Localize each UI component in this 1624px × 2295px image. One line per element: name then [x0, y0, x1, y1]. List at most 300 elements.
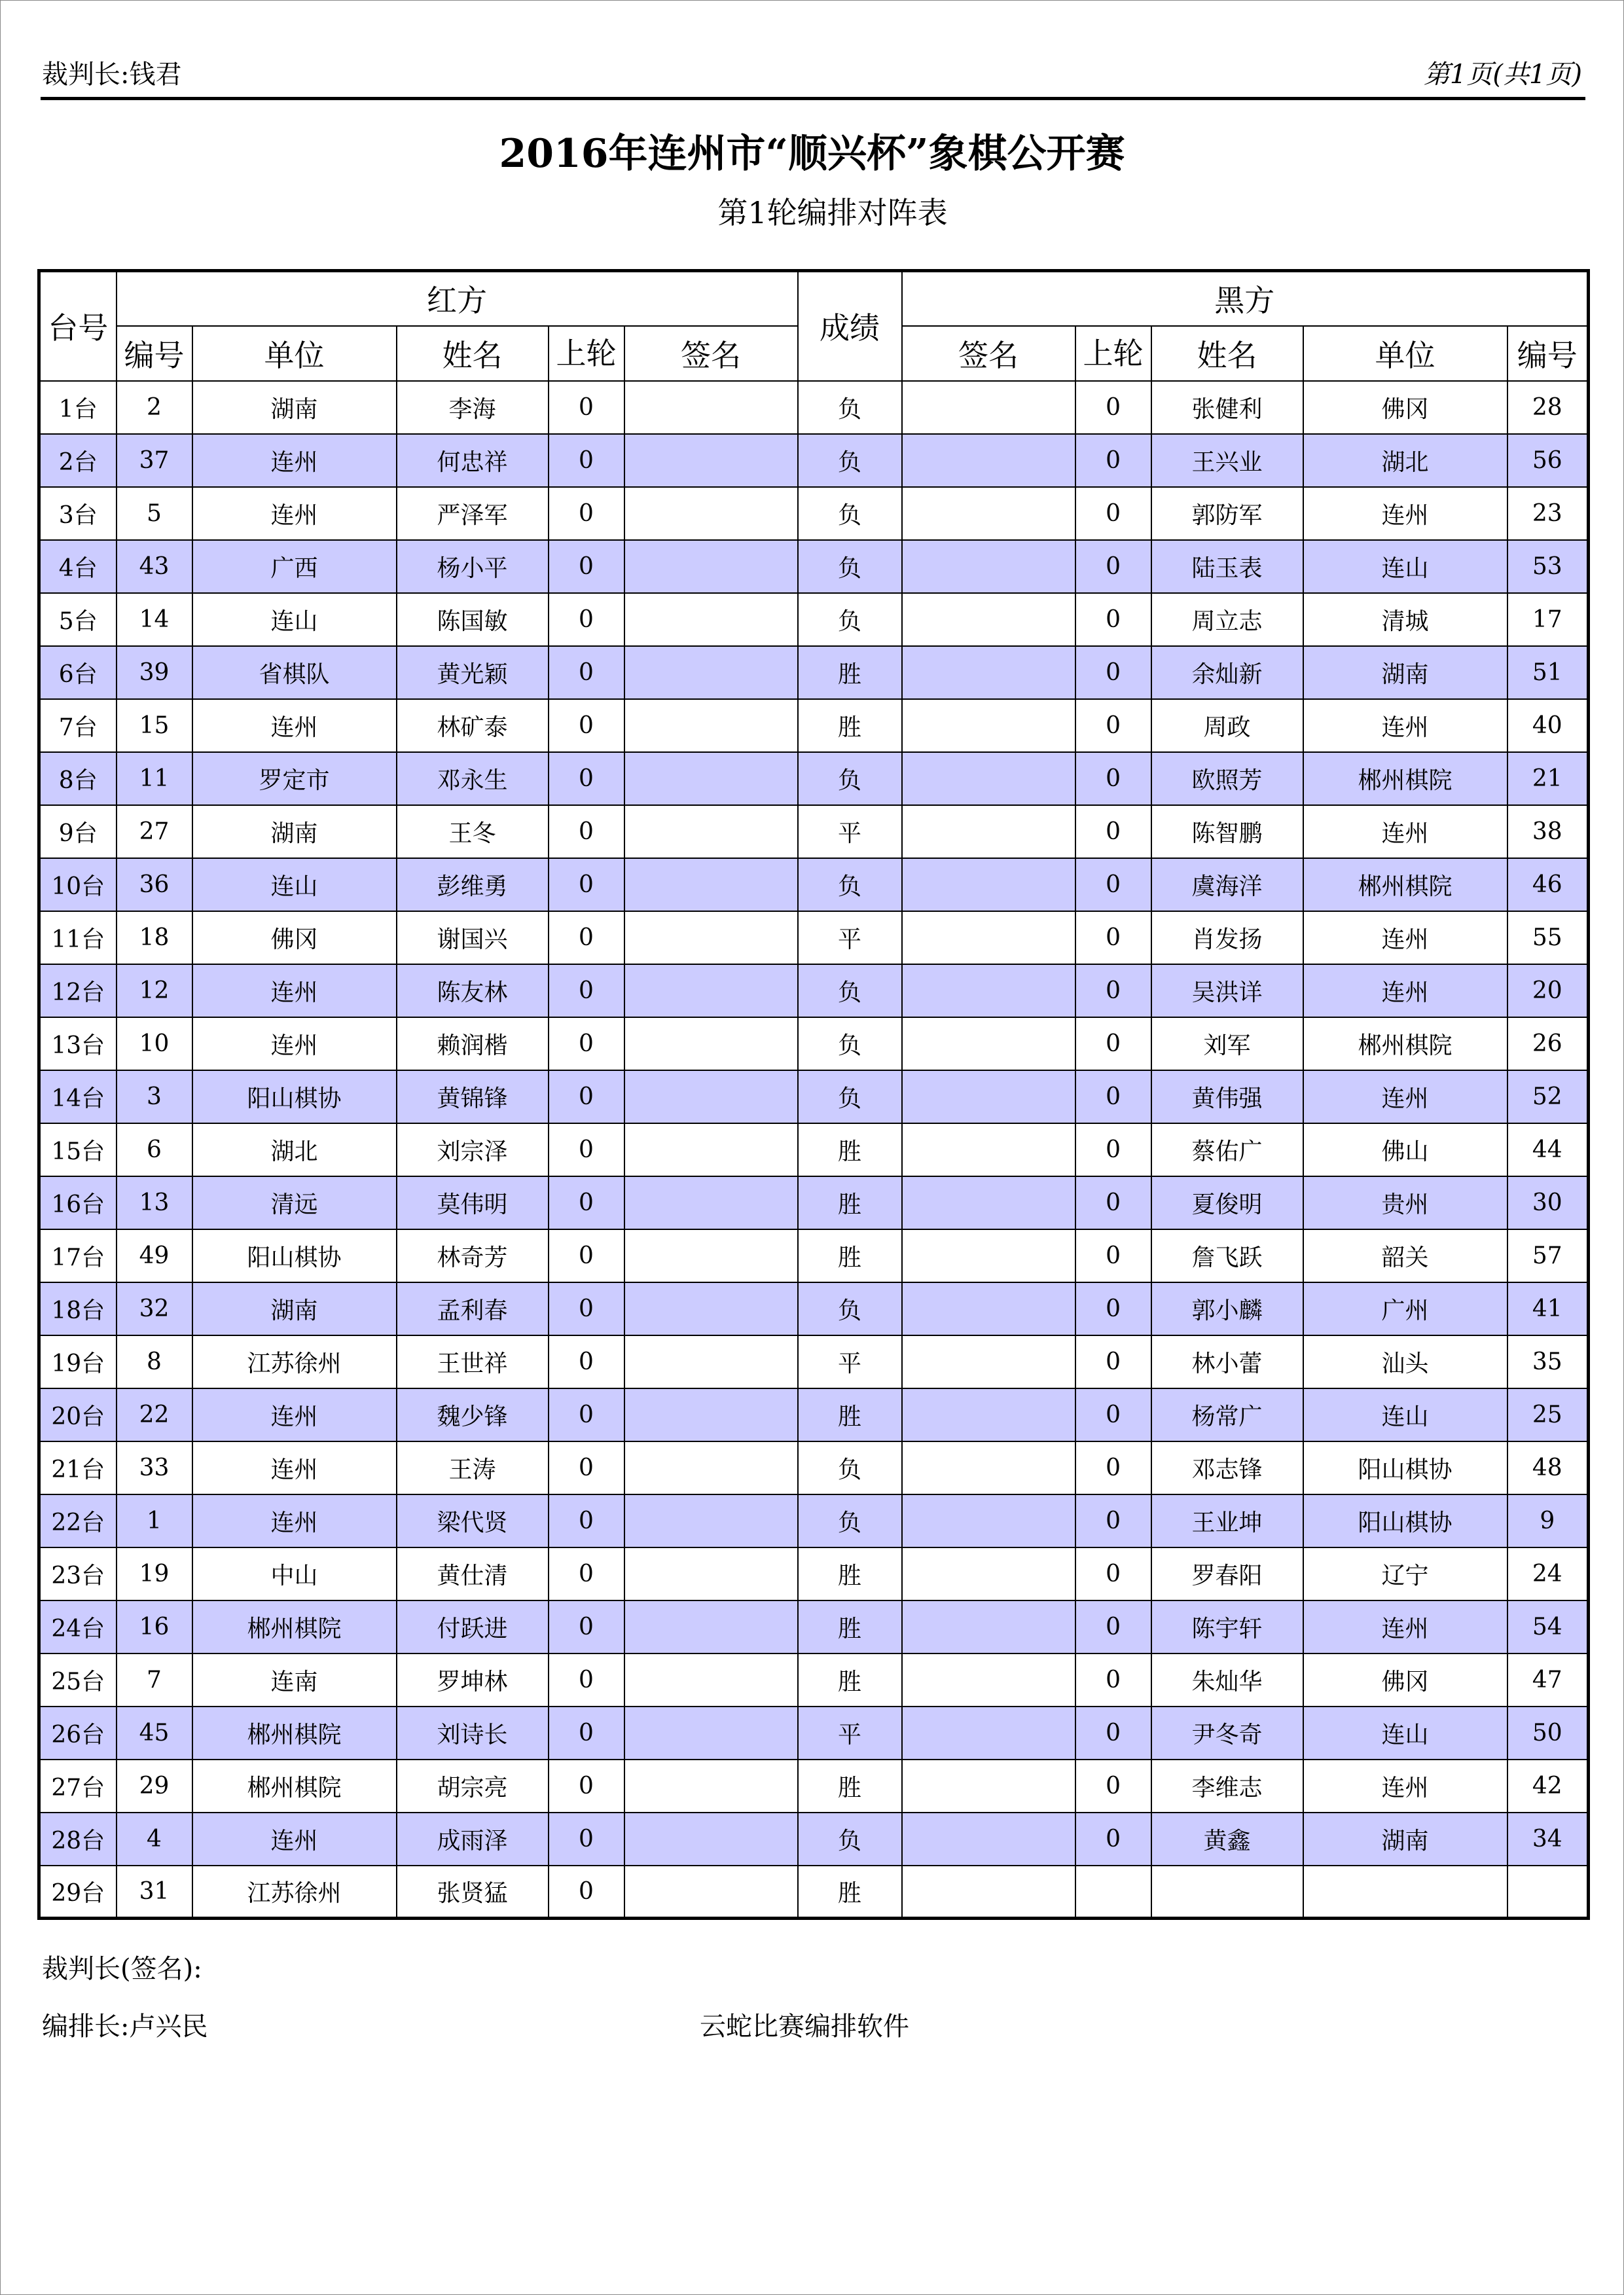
black-name-cell: 黄鑫: [1151, 1813, 1303, 1866]
black-name-cell: 郭防军: [1151, 487, 1303, 540]
black-name-cell: 林小蕾: [1151, 1335, 1303, 1388]
board-cell: 4台: [39, 540, 117, 593]
board-cell: 21台: [39, 1441, 117, 1494]
red-name-cell: 刘宗泽: [397, 1123, 549, 1176]
red-unit-cell: 连山: [192, 593, 397, 646]
black-last-round-cell: 0: [1075, 381, 1151, 434]
red-number-cell: 19: [117, 1547, 192, 1600]
black-unit-cell: 郴州棋院: [1303, 752, 1507, 805]
black-unit-cell: 阳山棋协: [1303, 1494, 1507, 1547]
result-cell: 胜: [798, 1123, 902, 1176]
red-unit-cell: 郴州棋院: [192, 1760, 397, 1813]
red-number-cell: 5: [117, 487, 192, 540]
black-unit-header: 单位: [1303, 326, 1507, 381]
red-signature-cell: [624, 1335, 798, 1388]
red-number-cell: 49: [117, 1229, 192, 1282]
black-last-round-cell: 0: [1075, 1441, 1151, 1494]
result-cell: 胜: [798, 1600, 902, 1653]
red-signature-cell: [624, 1229, 798, 1282]
black-unit-cell: 连州: [1303, 487, 1507, 540]
black-number-cell: 28: [1507, 381, 1589, 434]
black-name-cell: 周政: [1151, 699, 1303, 752]
black-name-cell: [1151, 1866, 1303, 1919]
result-header: 成绩: [798, 271, 902, 381]
red-name-cell: 付跃进: [397, 1600, 549, 1653]
red-number-cell: 2: [117, 381, 192, 434]
board-cell: 29台: [39, 1866, 117, 1919]
black-last-round-cell: [1075, 1866, 1151, 1919]
red-name-cell: 罗坤林: [397, 1653, 549, 1707]
red-last-round-cell: 0: [549, 540, 624, 593]
result-cell: 负: [798, 964, 902, 1017]
black-last-round-cell: 0: [1075, 1707, 1151, 1760]
black-last-round-cell: 0: [1075, 805, 1151, 858]
black-signature-cell: [902, 1441, 1075, 1494]
black-signature-cell: [902, 911, 1075, 964]
red-name-cell: 邓永生: [397, 752, 549, 805]
black-name-cell: 欧照芳: [1151, 752, 1303, 805]
red-number-cell: 15: [117, 699, 192, 752]
red-unit-cell: 中山: [192, 1547, 397, 1600]
black-signature-cell: [902, 1123, 1075, 1176]
table-row: [39, 1335, 1589, 1388]
result-cell: 负: [798, 1282, 902, 1335]
black-unit-cell: 连山: [1303, 1707, 1507, 1760]
result-cell: 负: [798, 1494, 902, 1547]
chief-signature-line: 裁判长(签名):: [42, 1954, 202, 1984]
black-name-cell: 杨常广: [1151, 1388, 1303, 1441]
red-last-round-cell: 0: [549, 1547, 624, 1600]
red-unit-cell: 连州: [192, 434, 397, 487]
black-unit-cell: 韶关: [1303, 1229, 1507, 1282]
black-number-cell: 53: [1507, 540, 1589, 593]
black-name-cell: 李维志: [1151, 1760, 1303, 1813]
black-unit-cell: 湖北: [1303, 434, 1507, 487]
red-name-cell: 胡宗亮: [397, 1760, 549, 1813]
result-cell: 平: [798, 1335, 902, 1388]
red-number-cell: 14: [117, 593, 192, 646]
black-name-cell: 刘军: [1151, 1017, 1303, 1070]
red-number-cell: 11: [117, 752, 192, 805]
result-cell: 负: [798, 1441, 902, 1494]
red-last-round-cell: 0: [549, 1017, 624, 1070]
board-cell: 1台: [39, 381, 117, 434]
result-cell: 胜: [798, 699, 902, 752]
red-last-round-cell: 0: [549, 646, 624, 699]
board-cell: 2台: [39, 434, 117, 487]
red-unit-cell: 郴州棋院: [192, 1707, 397, 1760]
red-unit-cell: 罗定市: [192, 752, 397, 805]
red-last-round-cell: 0: [549, 381, 624, 434]
red-unit-cell: 江苏徐州: [192, 1335, 397, 1388]
black-number-cell: 42: [1507, 1760, 1589, 1813]
pairing-table: [37, 269, 1590, 1920]
black-signature-cell: [902, 805, 1075, 858]
board-cell: 19台: [39, 1335, 117, 1388]
result-cell: 负: [798, 487, 902, 540]
table-row: [39, 1176, 1589, 1229]
black-signature-cell: [902, 1813, 1075, 1866]
black-signature-cell: [902, 1866, 1075, 1919]
red-unit-cell: 连山: [192, 858, 397, 911]
black-name-cell: 王兴业: [1151, 434, 1303, 487]
board-cell: 9台: [39, 805, 117, 858]
black-name-cell: 詹飞跃: [1151, 1229, 1303, 1282]
red-last-round-cell: 0: [549, 1653, 624, 1707]
red-name-cell: 赖润楷: [397, 1017, 549, 1070]
black-unit-cell: 连州: [1303, 1070, 1507, 1123]
black-unit-cell: 辽宁: [1303, 1547, 1507, 1600]
red-unit-cell: 湖北: [192, 1123, 397, 1176]
red-unit-cell: 连州: [192, 1441, 397, 1494]
black-last-round-cell: 0: [1075, 1388, 1151, 1441]
black-unit-cell: 连州: [1303, 699, 1507, 752]
red-unit-cell: 郴州棋院: [192, 1600, 397, 1653]
black-signature-header: 签名: [902, 326, 1075, 381]
red-signature-cell: [624, 1494, 798, 1547]
red-signature-cell: [624, 699, 798, 752]
black-name-cell: 吴洪详: [1151, 964, 1303, 1017]
black-last-round-cell: 0: [1075, 646, 1151, 699]
black-last-round-cell: 0: [1075, 1017, 1151, 1070]
board-cell: 15台: [39, 1123, 117, 1176]
result-cell: 负: [798, 1017, 902, 1070]
black-number-cell: 40: [1507, 699, 1589, 752]
table-row: [39, 1600, 1589, 1653]
board-cell: 3台: [39, 487, 117, 540]
table-row: [39, 1866, 1589, 1919]
result-cell: 负: [798, 593, 902, 646]
red-signature-cell: [624, 1123, 798, 1176]
black-last-round-cell: 0: [1075, 1760, 1151, 1813]
black-last-round-cell: 0: [1075, 593, 1151, 646]
red-signature-cell: [624, 1017, 798, 1070]
board-cell: 16台: [39, 1176, 117, 1229]
red-name-cell: 林奇芳: [397, 1229, 549, 1282]
board-cell: 7台: [39, 699, 117, 752]
red-number-cell: 12: [117, 964, 192, 1017]
red-name-cell: 孟利春: [397, 1282, 549, 1335]
red-number-cell: 31: [117, 1866, 192, 1919]
board-cell: 18台: [39, 1282, 117, 1335]
result-cell: 负: [798, 1813, 902, 1866]
table-row: [39, 1070, 1589, 1123]
black-unit-cell: 连州: [1303, 911, 1507, 964]
black-unit-cell: [1303, 1866, 1507, 1919]
black-unit-cell: 连山: [1303, 540, 1507, 593]
black-signature-cell: [902, 1494, 1075, 1547]
black-signature-cell: [902, 540, 1075, 593]
table-row: [39, 858, 1589, 911]
red-last-round-cell: 0: [549, 1813, 624, 1866]
black-signature-cell: [902, 593, 1075, 646]
red-name-cell: 黄仕清: [397, 1547, 549, 1600]
red-number-cell: 39: [117, 646, 192, 699]
red-signature-cell: [624, 1176, 798, 1229]
red-signature-cell: [624, 911, 798, 964]
red-name-cell: 王冬: [397, 805, 549, 858]
red-unit-cell: 江苏徐州: [192, 1866, 397, 1919]
black-name-cell: 陈智鹏: [1151, 805, 1303, 858]
red-number-cell: 4: [117, 1813, 192, 1866]
black-unit-cell: 佛山: [1303, 1123, 1507, 1176]
black-name-header: 姓名: [1151, 326, 1303, 381]
red-last-round-cell: 0: [549, 1229, 624, 1282]
black-number-cell: 46: [1507, 858, 1589, 911]
red-unit-cell: 湖南: [192, 805, 397, 858]
red-signature-cell: [624, 1388, 798, 1441]
black-signature-cell: [902, 1229, 1075, 1282]
result-cell: 负: [798, 752, 902, 805]
red-unit-cell: 连州: [192, 964, 397, 1017]
red-last-round-header: 上轮: [549, 326, 624, 381]
red-signature-cell: [624, 487, 798, 540]
red-name-cell: 陈友林: [397, 964, 549, 1017]
red-unit-cell: 湖南: [192, 381, 397, 434]
board-cell: 6台: [39, 646, 117, 699]
black-number-cell: 17: [1507, 593, 1589, 646]
black-name-cell: 周立志: [1151, 593, 1303, 646]
red-name-cell: 严泽军: [397, 487, 549, 540]
table-row: [39, 1229, 1589, 1282]
red-last-round-cell: 0: [549, 911, 624, 964]
black-number-cell: 21: [1507, 752, 1589, 805]
result-cell: 负: [798, 1070, 902, 1123]
black-last-round-cell: 0: [1075, 911, 1151, 964]
red-last-round-cell: 0: [549, 487, 624, 540]
black-signature-cell: [902, 1070, 1075, 1123]
result-cell: 负: [798, 434, 902, 487]
black-unit-cell: 湖南: [1303, 1813, 1507, 1866]
red-name-cell: 魏少锋: [397, 1388, 549, 1441]
black-number-cell: 44: [1507, 1123, 1589, 1176]
table-row: [39, 1813, 1589, 1866]
red-signature-cell: [624, 1813, 798, 1866]
black-unit-cell: 广州: [1303, 1282, 1507, 1335]
black-number-cell: 24: [1507, 1547, 1589, 1600]
black-name-cell: 郭小麟: [1151, 1282, 1303, 1335]
red-unit-cell: 连州: [192, 1494, 397, 1547]
red-signature-cell: [624, 805, 798, 858]
red-name-cell: 陈国敏: [397, 593, 549, 646]
red-last-round-cell: 0: [549, 858, 624, 911]
red-number-cell: 6: [117, 1123, 192, 1176]
board-cell: 14台: [39, 1070, 117, 1123]
black-number-cell: 51: [1507, 646, 1589, 699]
table-row: [39, 487, 1589, 540]
result-cell: 平: [798, 805, 902, 858]
black-number-cell: 9: [1507, 1494, 1589, 1547]
chief-referee-header: 裁判长:钱君: [42, 60, 182, 90]
red-unit-cell: 省棋队: [192, 646, 397, 699]
black-unit-cell: 湖南: [1303, 646, 1507, 699]
board-header: 台号: [39, 271, 117, 381]
result-cell: 胜: [798, 1229, 902, 1282]
red-last-round-cell: 0: [549, 1600, 624, 1653]
table-row: [39, 1441, 1589, 1494]
black-name-cell: 陈宇轩: [1151, 1600, 1303, 1653]
red-name-cell: 黄光颖: [397, 646, 549, 699]
black-name-cell: 王业坤: [1151, 1494, 1303, 1547]
red-number-cell: 32: [117, 1282, 192, 1335]
black-number-cell: 55: [1507, 911, 1589, 964]
red-name-cell: 黄锦锋: [397, 1070, 549, 1123]
red-name-header: 姓名: [397, 326, 549, 381]
software-credit: 云蛇比赛编排软件: [700, 2012, 909, 2042]
board-cell: 20台: [39, 1388, 117, 1441]
black-unit-cell: 连州: [1303, 964, 1507, 1017]
black-number-cell: 30: [1507, 1176, 1589, 1229]
red-last-round-cell: 0: [549, 434, 624, 487]
red-last-round-cell: 0: [549, 1388, 624, 1441]
black-last-round-cell: 0: [1075, 1070, 1151, 1123]
red-last-round-cell: 0: [549, 593, 624, 646]
red-number-cell: 37: [117, 434, 192, 487]
black-signature-cell: [902, 434, 1075, 487]
black-last-round-cell: 0: [1075, 1176, 1151, 1229]
black-unit-cell: 佛冈: [1303, 1653, 1507, 1707]
red-number-cell: 33: [117, 1441, 192, 1494]
black-name-cell: 邓志锋: [1151, 1441, 1303, 1494]
black-last-round-cell: 0: [1075, 1282, 1151, 1335]
table-row: [39, 1707, 1589, 1760]
result-cell: 胜: [798, 1176, 902, 1229]
red-number-cell: 27: [117, 805, 192, 858]
table-header-row-1: [39, 271, 1589, 326]
black-last-round-cell: 0: [1075, 1547, 1151, 1600]
board-cell: 28台: [39, 1813, 117, 1866]
result-cell: 平: [798, 911, 902, 964]
black-number-cell: 20: [1507, 964, 1589, 1017]
black-name-cell: 朱灿华: [1151, 1653, 1303, 1707]
black-signature-cell: [902, 487, 1075, 540]
black-name-cell: 虞海洋: [1151, 858, 1303, 911]
table-row: [39, 1282, 1589, 1335]
black-number-cell: 26: [1507, 1017, 1589, 1070]
red-unit-cell: 湖南: [192, 1282, 397, 1335]
black-last-round-cell: 0: [1075, 540, 1151, 593]
red-last-round-cell: 0: [549, 752, 624, 805]
table-row: [39, 805, 1589, 858]
black-signature-cell: [902, 1707, 1075, 1760]
red-last-round-cell: 0: [549, 1707, 624, 1760]
result-cell: 负: [798, 540, 902, 593]
pairing-rows: [39, 381, 1589, 1919]
red-number-cell: 18: [117, 911, 192, 964]
black-last-round-cell: 0: [1075, 699, 1151, 752]
red-number-cell: 16: [117, 1600, 192, 1653]
red-name-cell: 成雨泽: [397, 1813, 549, 1866]
black-signature-cell: [902, 699, 1075, 752]
black-number-cell: [1507, 1866, 1589, 1919]
board-cell: 27台: [39, 1760, 117, 1813]
red-name-cell: 王涛: [397, 1441, 549, 1494]
black-last-round-cell: 0: [1075, 1813, 1151, 1866]
red-signature-cell: [624, 381, 798, 434]
board-cell: 24台: [39, 1600, 117, 1653]
board-cell: 12台: [39, 964, 117, 1017]
black-number-cell: 23: [1507, 487, 1589, 540]
red-signature-cell: [624, 1282, 798, 1335]
black-last-round-cell: 0: [1075, 1600, 1151, 1653]
red-unit-cell: 连州: [192, 1813, 397, 1866]
table-row: [39, 1653, 1589, 1707]
red-number-cell: 22: [117, 1388, 192, 1441]
red-name-cell: 刘诗长: [397, 1707, 549, 1760]
red-last-round-cell: 0: [549, 1494, 624, 1547]
red-name-cell: 莫伟明: [397, 1176, 549, 1229]
result-cell: 胜: [798, 1653, 902, 1707]
red-number-cell: 13: [117, 1176, 192, 1229]
black-last-round-cell: 0: [1075, 1653, 1151, 1707]
black-last-round-cell: 0: [1075, 964, 1151, 1017]
red-unit-cell: 连州: [192, 699, 397, 752]
board-cell: 5台: [39, 593, 117, 646]
table-row: [39, 1494, 1589, 1547]
result-cell: 胜: [798, 1547, 902, 1600]
black-signature-cell: [902, 1760, 1075, 1813]
red-last-round-cell: 0: [549, 699, 624, 752]
document-subtitle: 第1轮编排对阵表: [717, 195, 948, 230]
black-signature-cell: [902, 1176, 1075, 1229]
red-number-cell: 7: [117, 1653, 192, 1707]
red-number-cell: 3: [117, 1070, 192, 1123]
red-name-cell: 王世祥: [397, 1335, 549, 1388]
red-last-round-cell: 0: [549, 1070, 624, 1123]
black-last-round-cell: 0: [1075, 487, 1151, 540]
red-signature-cell: [624, 540, 798, 593]
board-cell: 10台: [39, 858, 117, 911]
red-signature-cell: [624, 858, 798, 911]
red-signature-cell: [624, 646, 798, 699]
red-number-header: 编号: [117, 326, 192, 381]
black-unit-cell: 汕头: [1303, 1335, 1507, 1388]
table-row: [39, 964, 1589, 1017]
red-signature-cell: [624, 1441, 798, 1494]
table-row: [39, 540, 1589, 593]
table-row: [39, 911, 1589, 964]
board-cell: 11台: [39, 911, 117, 964]
black-signature-cell: [902, 964, 1075, 1017]
black-unit-cell: 连州: [1303, 805, 1507, 858]
red-signature-cell: [624, 1866, 798, 1919]
black-last-round-cell: 0: [1075, 1123, 1151, 1176]
red-last-round-cell: 0: [549, 964, 624, 1017]
black-side-header: 黑方: [902, 271, 1589, 326]
black-number-cell: 56: [1507, 434, 1589, 487]
red-name-cell: 彭维勇: [397, 858, 549, 911]
red-last-round-cell: 0: [549, 1866, 624, 1919]
black-number-cell: 57: [1507, 1229, 1589, 1282]
black-last-round-cell: 0: [1075, 1229, 1151, 1282]
black-number-cell: 25: [1507, 1388, 1589, 1441]
red-unit-cell: 连南: [192, 1653, 397, 1707]
black-signature-cell: [902, 1388, 1075, 1441]
red-unit-cell: 连州: [192, 1388, 397, 1441]
black-name-cell: 张健利: [1151, 381, 1303, 434]
board-cell: 13台: [39, 1017, 117, 1070]
red-unit-cell: 连州: [192, 487, 397, 540]
black-last-round-cell: 0: [1075, 752, 1151, 805]
red-last-round-cell: 0: [549, 1441, 624, 1494]
table-row: [39, 381, 1589, 434]
red-name-cell: 谢国兴: [397, 911, 549, 964]
red-unit-cell: 连州: [192, 1017, 397, 1070]
black-number-header: 编号: [1507, 326, 1589, 381]
table-row: [39, 1760, 1589, 1813]
black-unit-cell: 连山: [1303, 1388, 1507, 1441]
black-last-round-header: 上轮: [1075, 326, 1151, 381]
